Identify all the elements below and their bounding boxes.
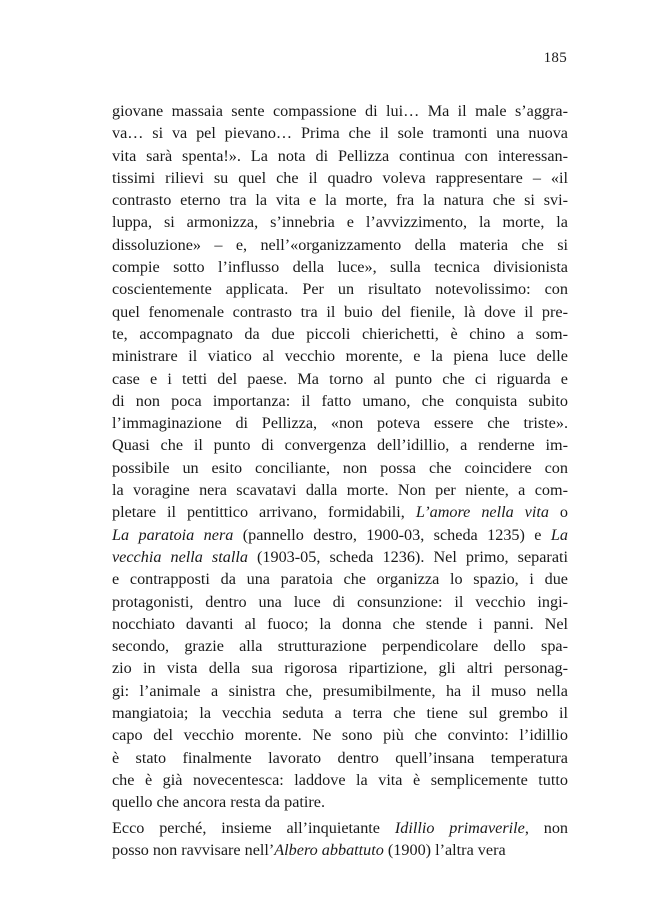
text-line xyxy=(112,501,568,523)
text-line xyxy=(112,457,568,479)
text-line xyxy=(112,189,568,211)
text-line xyxy=(112,546,568,568)
text-line xyxy=(112,524,568,546)
text-segment: giovane massaia sente compassione di lui… Ma il male s’aggra- xyxy=(112,102,568,120)
text-line xyxy=(112,724,568,746)
text-segment: Ecco perché, insieme all’inquietante xyxy=(112,818,395,837)
text-segment: l’immaginazione di Pellizza, «non poteva essere che triste». xyxy=(112,414,568,433)
italic-title: L’amore nella vita xyxy=(415,503,549,522)
text-segment: va… si va pel pievano… Prima che il sole tramonti una nuova xyxy=(112,124,568,143)
paragraph xyxy=(112,100,568,814)
page-number: 185 xyxy=(543,50,567,66)
text-segment: Quasi che il punto di convergenza dell’idillio, a renderne im- xyxy=(112,436,568,455)
italic-title: Idillio primaverile xyxy=(394,818,525,837)
text-line xyxy=(112,635,568,657)
text-line xyxy=(112,256,568,278)
text-line xyxy=(112,680,568,702)
text-line xyxy=(112,479,568,501)
text-line xyxy=(112,434,568,456)
text-line xyxy=(112,839,568,861)
text-segment: di non poca importanza: il fatto umano, che conquista subito xyxy=(112,391,568,410)
italic-title: Albero abbattuto xyxy=(274,840,384,859)
text-line xyxy=(112,301,568,323)
text-segment: capo del vecchio morente. Ne sono più che convinto: l’idillio xyxy=(112,726,568,745)
text-segment: quel fenomenale contrasto tra il buio del fienile, là dove il pre- xyxy=(112,302,568,321)
body-text xyxy=(112,100,568,861)
text-segment: te, accompagnato da due piccoli chierichetti, è chino a som- xyxy=(112,324,568,343)
text-line xyxy=(112,145,568,167)
text-segment: nocchiato davanti al fuoco; la donna che stende i panni. Nel xyxy=(112,614,568,633)
text-segment: secondo, grazie alla strutturazione perpendicolare dello spa- xyxy=(112,637,568,656)
text-segment: compie sotto l’influsso della luce», sulla tecnica divisionista xyxy=(112,258,568,277)
text-segment: , non xyxy=(524,818,569,837)
text-line xyxy=(112,390,568,412)
text-segment: (1900) l’altra vera xyxy=(383,840,506,859)
italic-title: La xyxy=(550,525,568,544)
text-segment: pletare il pentittico arrivano, formidabili, xyxy=(112,503,416,522)
text-line xyxy=(112,100,568,122)
text-line xyxy=(112,613,568,635)
text-line xyxy=(112,278,568,300)
text-segment: e contrapposti da una paratoia che organizza lo spazio, i due xyxy=(112,570,568,589)
text-segment: quello che ancora resta da patire. xyxy=(112,793,326,812)
italic-title: La paratoia nera xyxy=(112,525,234,544)
text-line xyxy=(112,368,568,390)
text-line xyxy=(112,345,568,367)
text-segment: case e i tetti del paese. Ma torno al punto che ci riguarda e xyxy=(112,369,568,388)
italic-title: vecchia nella stalla xyxy=(112,547,248,566)
text-line xyxy=(112,323,568,345)
text-segment: possibile un esito conciliante, non possa che coincidere con xyxy=(112,458,568,477)
text-segment: mangiatoia; la vecchia seduta a terra che tiene sul grembo il xyxy=(112,704,568,723)
text-segment: vita sarà spenta!». La nota di Pellizza continua con interessan- xyxy=(112,146,568,165)
text-line xyxy=(112,769,568,791)
text-line xyxy=(112,791,568,813)
text-segment: ministrare il viatico al vecchio morente, e la piena luce delle xyxy=(112,347,568,366)
text-segment: contrasto eterno tra la vita e la morte, fra la natura che si svi- xyxy=(112,191,568,210)
text-segment: posso non ravvisare nell’ xyxy=(112,840,275,859)
text-segment: coscientemente applicata. Per un risultato notevolissimo: con xyxy=(112,280,568,299)
text-segment: o xyxy=(548,503,568,522)
text-line xyxy=(112,234,568,256)
text-segment: gi: l’animale a sinistra che, presumibilmente, ha il muso nella xyxy=(112,681,568,700)
text-segment: dissoluzione» – e, nell’«organizzamento della materia che si xyxy=(112,235,568,254)
text-segment: (pannello destro, 1900-03, scheda 1235) e xyxy=(233,525,551,544)
text-segment: luppa, si armonizza, s’innebria e l’avvizzimento, la morte, la xyxy=(112,213,568,232)
text-segment: tissimi rilievi su quel che il quadro voleva rappresentare – «il xyxy=(112,168,568,187)
text-segment: protagonisti, dentro una luce di consunzione: il vecchio ingi- xyxy=(112,592,568,611)
text-line xyxy=(112,747,568,769)
text-segment: (1903-05, scheda 1236). Nel primo, separati xyxy=(247,547,568,566)
text-line xyxy=(112,657,568,679)
text-line xyxy=(112,702,568,724)
text-segment: zio in vista della sua rigorosa ripartizione, gli altri personag- xyxy=(112,659,568,678)
text-line xyxy=(112,122,568,144)
text-segment: è stato finalmente lavorato dentro quell’insana temperatura xyxy=(112,748,568,767)
text-line xyxy=(112,167,568,189)
text-line xyxy=(112,211,568,233)
text-line xyxy=(112,568,568,590)
paragraph xyxy=(112,817,568,862)
text-line xyxy=(112,412,568,434)
text-line xyxy=(112,817,568,839)
text-segment: che è già novecentesca: laddove la vita è semplicemente tutto xyxy=(112,770,568,789)
text-segment: la voragine nera scavatavi dalla morte. Non per niente, a com- xyxy=(112,481,568,500)
text-line xyxy=(112,591,568,613)
